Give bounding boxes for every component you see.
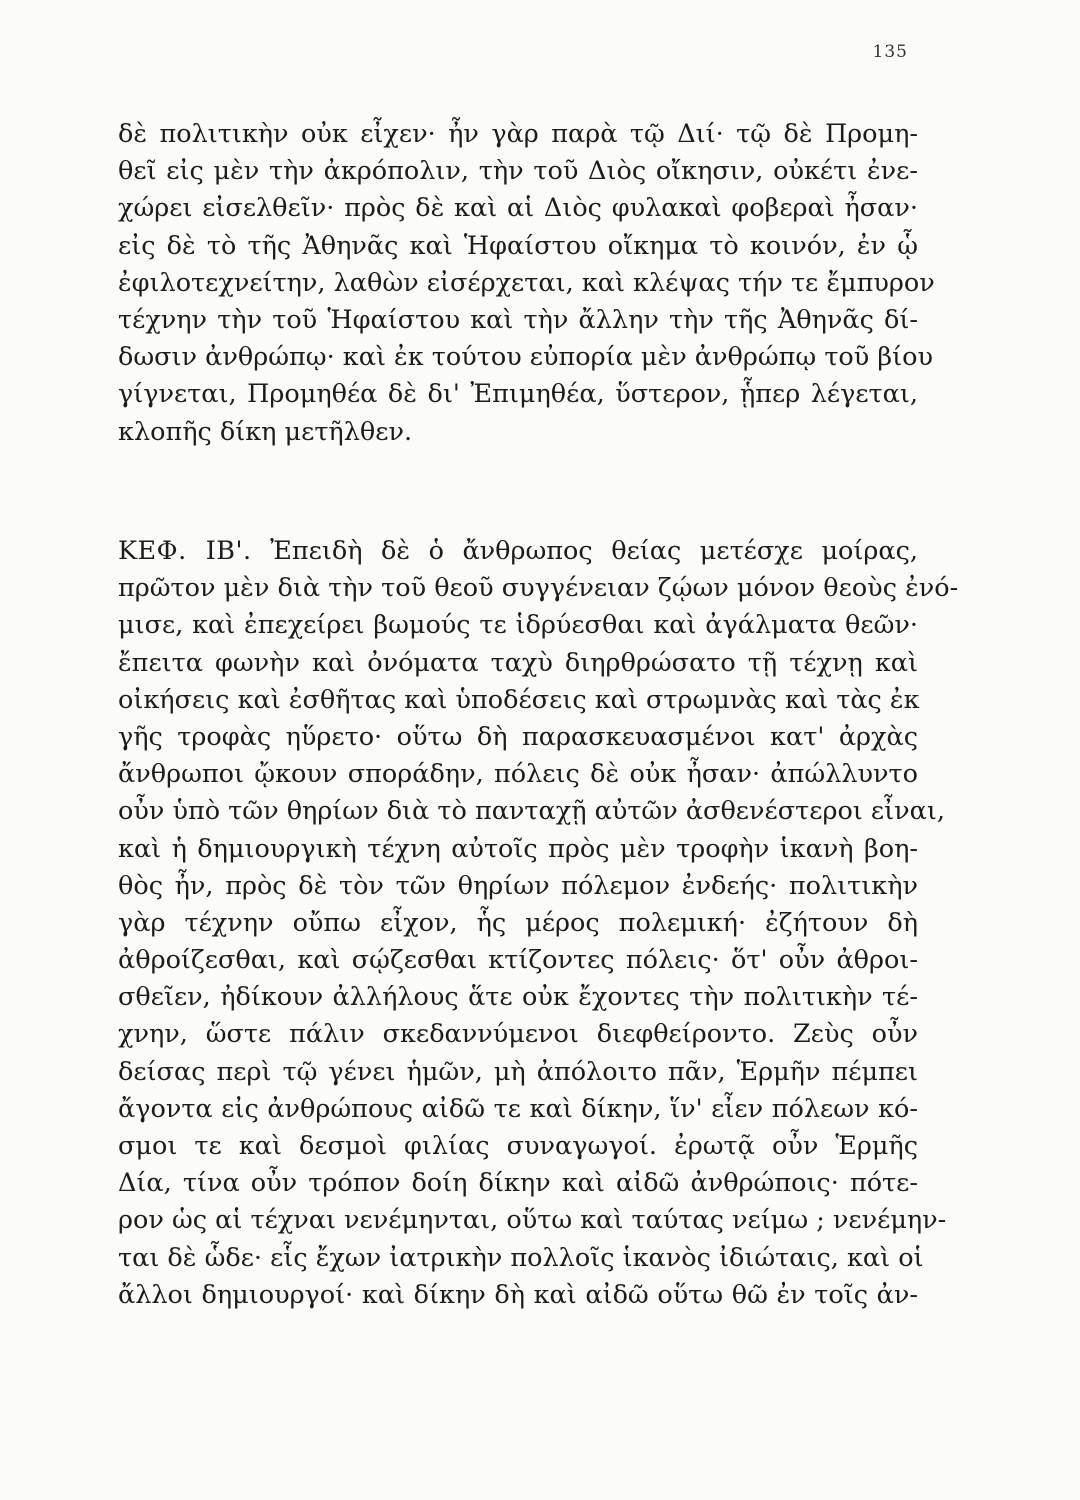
text-line: σμοι τε καὶ δεσμοὶ φιλίας συναγωγοί. ἐρωτᾷ οὖν Ἑρμῆς	[118, 1131, 918, 1161]
text-line: ἄνθρωποι ᾤκουν σποράδην, πόλεις δὲ οὐκ ἦσαν· ἀπώλλυντο	[118, 759, 918, 790]
text-line: καὶ ἡ δημιουργικὴ τέχνη αὐτοῖς πρὸς μὲν τροφὴν ἱκανὴ βοη-	[118, 833, 918, 864]
text-line: οὖν ὑπὸ τῶν θηρίων διὰ τὸ πανταχῇ αὐτῶν ἀσθενέστεροι εἶναι,	[118, 796, 945, 827]
text-line: δείσας περὶ τῷ γένει ἡμῶν, μὴ ἀπόλοιτο πᾶν, Ἑρμῆν πέμπει	[118, 1056, 918, 1087]
text-line: ἄγοντα εἰς ἀνθρώπους αἰδῶ τε καὶ δίκην, ἵν' εἶεν πόλεων κό-	[118, 1093, 918, 1124]
text-line: ἀθροίζεσθαι, καὶ σῴζεσθαι κτίζοντες πόλεις· ὅτ' οὖν ἀθροι-	[118, 945, 918, 976]
page-number: 135	[872, 42, 908, 62]
chapter-first-line-text: Ἐπειδὴ δὲ ὁ ἄνθρωπος θείας μετέσχε μοίρας,	[270, 536, 918, 566]
text-line: οἰκήσεις καὶ ἐσθῆτας καὶ ὑποδέσεις καὶ στρωμνὰς καὶ τὰς ἐκ	[118, 684, 920, 715]
text-line: κλοπῆς δίκη μετῆλθεν.	[118, 416, 413, 447]
text-line: θεῖ εἰς μὲν τὴν ἀκρόπολιν, τὴν τοῦ Διὸς οἴκησιν, οὐκέτι ἐνε-	[118, 156, 918, 187]
text-line: ἔπειτα φωνὴν καὶ ὀνόματα ταχὺ διηρθρώσατο τῇ τέχνῃ καὶ	[118, 647, 918, 678]
text-line: ται δὲ ὧδε· εἷς ἔχων ἰατρικὴν πολλοῖς ἱκανὸς ἰδιώταις, καὶ οἱ	[118, 1242, 924, 1273]
text-line: σθεῖεν, ἠδίκουν ἀλλήλους ἅτε οὐκ ἔχοντες τὴν πολιτικὴν τέ-	[118, 982, 918, 1013]
chapter-first-line	[118, 533, 918, 570]
paragraph-2	[118, 533, 959, 1314]
text-line: δωσιν ἀνθρώπῳ· καὶ ἐκ τούτου εὐπορία μὲν ἀνθρώπῳ τοῦ βίου	[118, 342, 933, 373]
text-line: γὰρ τέχνην οὔπω εἶχον, ἧς μέρος πολεμική· ἐζήτουν δὴ	[118, 907, 918, 938]
text-line: ἐφιλοτεχνείτην, λαθὼν εἰσέρχεται, καὶ κλέψας τήν τε ἔμπυρον	[118, 267, 935, 298]
text-line: χώρει εἰσελθεῖν· πρὸς δὲ καὶ αἱ Διὸς φυλακαὶ φοβεραὶ ἦσαν·	[118, 193, 918, 224]
paragraph-1	[118, 116, 938, 451]
text-line: χνην, ὥστε πάλιν σκεδαννύμενοι διεφθείροντο. Ζεὺς οὖν	[118, 1019, 918, 1050]
text-line: γῆς τροφὰς ηὕρετο· οὕτω δὴ παρασκευασμένοι κατ' ἀρχὰς	[118, 721, 918, 752]
text-line: δὲ πολιτικὴν οὐκ εἶχεν· ἦν γὰρ παρὰ τῷ Διί· τῷ δὲ Προμη-	[118, 119, 918, 149]
text-line: εἰς δὲ τὸ τῆς Ἀθηνᾶς καὶ Ἡφαίστου οἴκημα τὸ κοινόν, ἐν ᾧ	[118, 230, 918, 261]
text-line: Δία, τίνα οὖν τρόπον δοίη δίκην καὶ αἰδῶ ἀνθρώποις· πότε-	[118, 1168, 918, 1199]
text-line: τέχνην τὴν τοῦ Ἡφαίστου καὶ τὴν ἄλλην τὴν τῆς Ἀθηνᾶς δί-	[118, 304, 918, 335]
text-line: γίγνεται, Προμηθέα δὲ δι' Ἐπιμηθέα, ὕστερον, ᾗπερ λέγεται,	[118, 379, 918, 410]
text-line: ἄλλοι δημιουργοί· καὶ δίκην δὴ καὶ αἰδῶ οὕτω θῶ ἐν τοῖς ἀν-	[118, 1279, 918, 1310]
chapter-heading: ΚΕΦ. ΙΒ'.	[118, 536, 252, 566]
text-line: θὸς ἦν, πρὸς δὲ τὸν τῶν θηρίων πόλεμον ἐνδεής· πολιτικὴν	[118, 870, 918, 901]
text-line: ρον ὡς αἱ τέχναι νενέμηνται, οὕτω καὶ ταύτας νείμω ; νενέμην-	[118, 1205, 947, 1236]
text-line: μισε, καὶ ἐπεχείρει βωμούς τε ἱδρύεσθαι καὶ ἀγάλματα θεῶν·	[118, 610, 918, 641]
text-line: πρῶτον μὲν διὰ τὴν τοῦ θεοῦ συγγένειαν ζῴων μόνον θεοὺς ἐνό-	[118, 573, 959, 604]
